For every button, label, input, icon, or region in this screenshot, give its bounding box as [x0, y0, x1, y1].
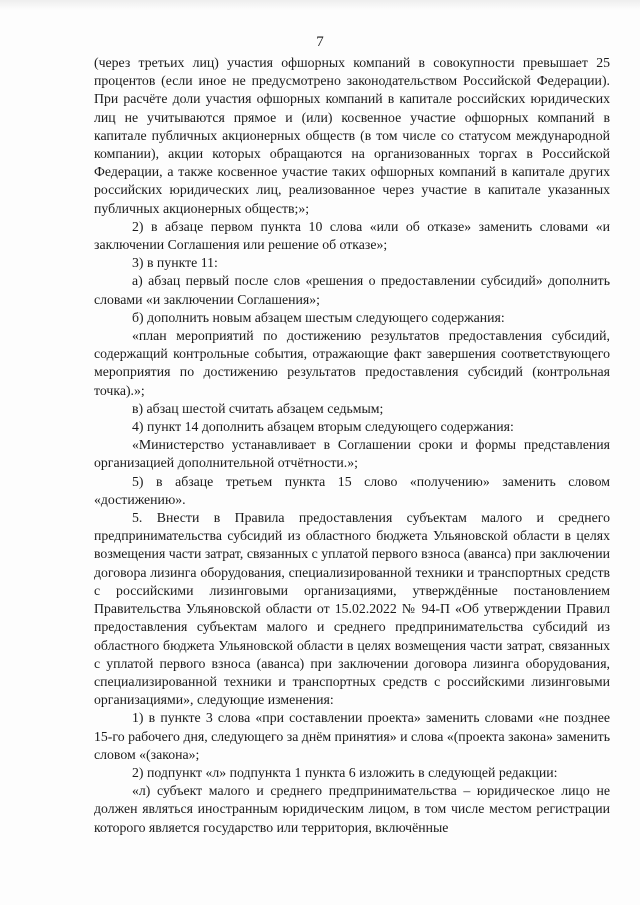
paragraph: (через третьих лиц) участия офшорных компаний в совокупности превышает 25 процентов (если иное не предусмотрено законодательством Российской Федерации). При расчёте доли участия офшорных компаний в капитале российских юридических лиц не учитываются прямое и (или) косвенное участие офшорных компаний в капитале публичных акционерных обществ (в том числе со статусом международной компании), акции которых обращаются на организованных торгах в Российской Федерации, а также косвенное участие таких офшорных компаний в капитале других российских юридических лиц, реализованное через участие в капитале указанных публичных акционерных обществ;»;: [94, 55, 610, 216]
paragraph: 2) в абзаце первом пункта 10 слова «или об отказе» заменить словами «и заключении Соглашения или решение об отказе»;: [94, 218, 610, 253]
paragraph: 5) в абзаце третьем пункта 15 слово «получению» заменить словом «достижению».: [94, 473, 610, 507]
paragraph: 2) подпункт «л» подпункта 1 пункта 6 изложить в следующей редакции:: [132, 764, 558, 780]
paragraph: 4) пункт 14 дополнить абзацем вторым следующего содержания:: [132, 419, 514, 435]
paragraph: в) абзац шестой считать абзацем седьмым;: [132, 400, 384, 416]
document-body: [94, 54, 610, 837]
paragraph: 1) в пункте 3 слова «при составлении проекта» заменить словами «не позднее 15-го рабочего дня, следующего за днём принятия» и слова «(проекта закона» заменить словом «(закона»;: [94, 710, 610, 762]
paragraph: а) абзац первый после слов «решения о предоставлении субсидий» дополнить словами «и заключении Соглашения»;: [94, 273, 610, 307]
paragraph: «л) субъект малого и среднего предпринимательства – юридическое лицо не должен являться иностранным юридическим лицом, в том числе местом регистрации которого является государство или территория, включённые: [94, 783, 610, 835]
page-number: 7: [316, 34, 324, 50]
paragraph: «Министерство устанавливает в Соглашении сроки и формы представления организацией дополнительной отчётности.»;: [94, 437, 610, 471]
scan-shadow: [0, 0, 640, 10]
paragraph: «план мероприятий по достижению результатов предоставления субсидий, содержащий контрольные события, отражающие факт завершения соответствующего мероприятия по достижению результатов предоставления субсидий (контрольная точка).»;: [94, 328, 610, 398]
paragraph: 5. Внести в Правила предоставления субъектам малого и среднего предпринимательства субсидий из областного бюджета Ульяновской области в целях возмещения части затрат, связанных с уплатой первого взноса (аванса) при заключении договора лизинга оборудования, специализированной техники и транспортных средств с российскими лизинговыми организациями, утверждённые постановлением Правительства Ульяновской области от 15.02.2022 № 94-П «Об утверждении Правил предоставления субъектам малого и среднего предпринимательства субсидий из областного бюджета Ульяновской области в целях возмещения части затрат, связанных с уплатой первого взноса (аванса) при заключении договора лизинга оборудования, специализированной техники и транспортных средств с российскими лизинговыми организациями», следующие изменения:: [94, 510, 610, 708]
paragraph: б) дополнить новым абзацем шестым следующего содержания:: [132, 309, 505, 325]
paragraph: 3) в пункте 11:: [132, 255, 218, 271]
